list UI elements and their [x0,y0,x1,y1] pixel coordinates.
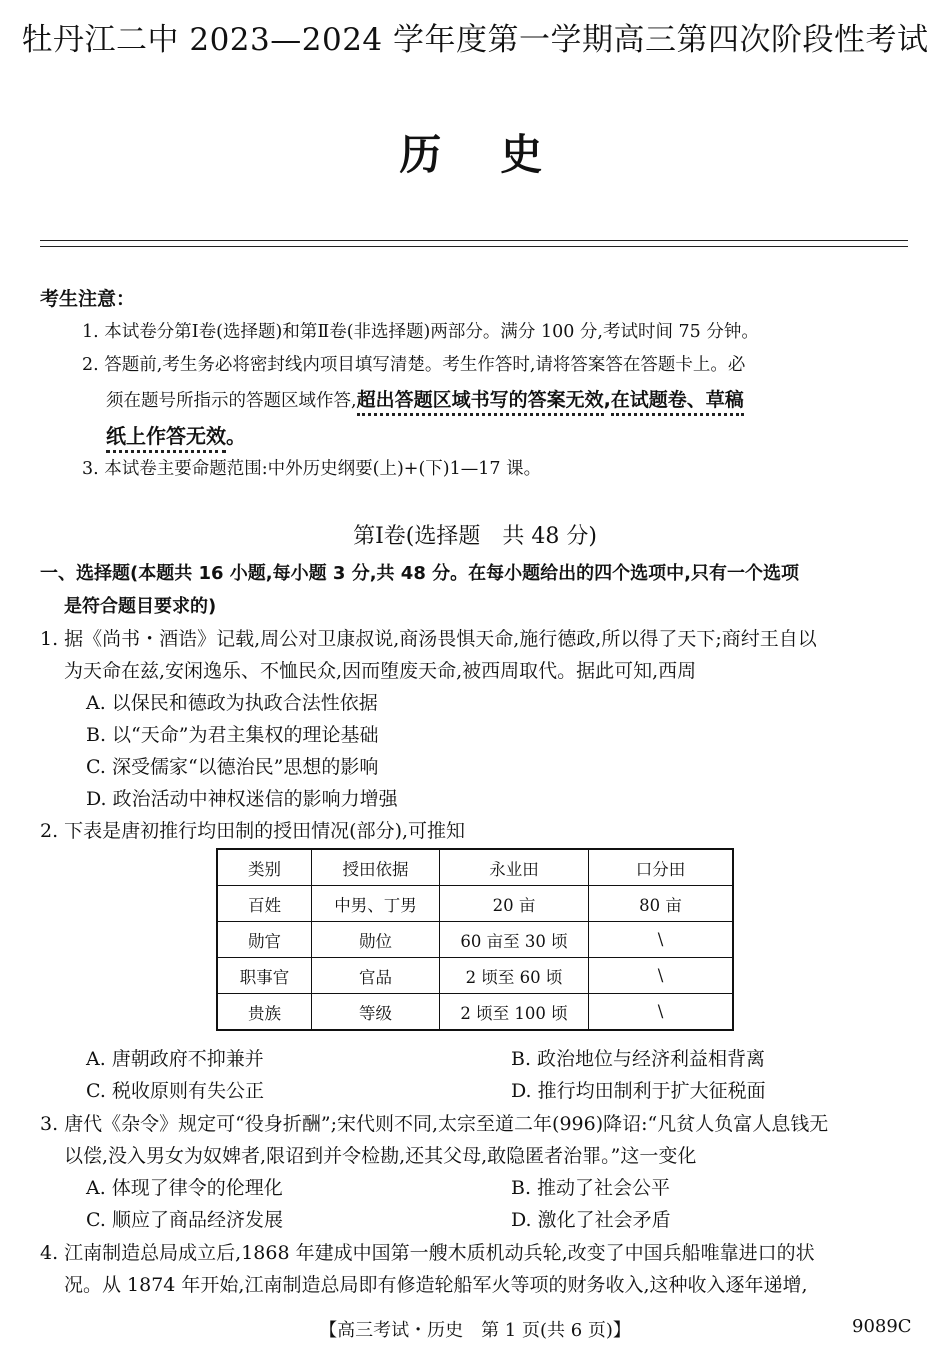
q1-option-d: D. 政治活动中神权迷信的影响力增强 [86,788,398,810]
q3-option-d: D. 激化了社会矛盾 [511,1209,671,1231]
table-row [217,922,733,958]
question-3-stem: 3. 唐代《杂令》规定可“役身折酬”;宋代则不同,太宗至道二年(996)降诏:“凡贫人负富人息钱无 [40,1113,829,1135]
period: 。 [226,424,246,448]
table-cell: 2 顷至 100 顷 [440,994,589,1031]
q2-option-c: C. 税收原则有失公正 [86,1080,264,1102]
table-cell: 60 亩至 30 顷 [440,922,589,958]
separator: , [603,389,611,411]
table-cell: 贵族 [217,994,312,1031]
table-cell: 20 亩 [440,886,589,922]
table-header: 授田依据 [312,849,440,886]
q2-option-a: A. 唐朝政府不抑兼并 [86,1048,264,1070]
q3-option-c: C. 顺应了商品经济发展 [86,1209,283,1231]
table-cell: 80 亩 [589,886,734,922]
table-cell: 官品 [312,958,440,994]
question-4-stem-cont: 况。从 1874 年开始,江南制造总局即有修造轮船军火等项的财务收入,这种收入逐年递增, [64,1274,808,1296]
q1-option-b: B. 以“天命”为君主集权的理论基础 [86,724,379,746]
land-grant-table [216,848,734,1031]
table-header: 口分田 [589,849,734,886]
notice-item-2-line1: 2. 答题前,考生务必将密封线内项目填写清楚。考生作答时,请将答案答在答题卡上。必 [82,355,746,375]
notice-plain-text: 须在题号所指示的答题区域作答, [106,391,357,411]
table-cell: 勋位 [312,922,440,958]
section-instructions-line2: 是符合题目要求的) [64,596,217,617]
table-cell: \ [589,994,734,1031]
table-header-row [217,849,733,886]
table-row [217,994,733,1031]
section-instructions-line1: 一、选择题(本题共 16 小题,每小题 3 分,共 48 分。在每小题给出的四个选项中,只有一个选项 [40,563,799,584]
notice-item-1: 1. 本试卷分第Ⅰ卷(选择题)和第Ⅱ卷(非选择题)两部分。满分 100 分,考试时间 75 分钟。 [82,322,759,342]
table-cell: \ [589,922,734,958]
section-title: 第Ⅰ卷(选择题 共 48 分) [353,524,597,549]
q1-option-c: C. 深受儒家“以德治民”思想的影响 [86,756,379,778]
q1-option-a: A. 以保民和德政为执政合法性依据 [86,692,378,714]
q3-option-a: A. 体现了律令的伦理化 [86,1177,283,1199]
subject-title: 历 史 [399,130,551,179]
table-cell: 2 顷至 60 顷 [440,958,589,994]
q2-option-d: D. 推行均田制利于扩大征税面 [511,1080,766,1102]
table-row [217,958,733,994]
emphasis-text: 纸上作答无效 [106,424,226,453]
question-2-stem: 2. 下表是唐初推行均田制的授田情况(部分),可推知 [40,820,466,842]
table-cell: \ [589,958,734,994]
notice-item-2-line3 [106,420,246,449]
question-3-stem-cont: 以偿,没入男女为奴婢者,限诏到并令检勘,还其父母,敢隐匿者治罪。”这一变化 [64,1145,697,1167]
table-row [217,886,733,922]
page-footer: 【高三考试・历史 第 1 页(共 6 页)】 [319,1320,631,1341]
question-1-stem-cont: 为天命在兹,安闲逸乐、不恤民众,因而堕废天命,被西周取代。据此可知,西周 [64,660,697,682]
table-cell: 等级 [312,994,440,1031]
table-cell: 中男、丁男 [312,886,440,922]
question-1-stem: 1. 据《尚书・酒诰》记载,周公对卫康叔说,商汤畏惧天命,施行德政,所以得了天下;商纣王自以 [40,628,817,650]
q3-option-b: B. 推动了社会公平 [511,1177,671,1199]
header-rule-thin [40,246,908,247]
notice-item-2-line2 [106,385,744,412]
table-cell: 百姓 [217,886,312,922]
table-cell: 职事官 [217,958,312,994]
question-4-stem: 4. 江南制造总局成立后,1868 年建成中国第一艘木质机动兵轮,改变了中国兵船唯靠进口的状 [40,1242,815,1264]
exam-title: 牡丹江二中 2023—2024 学年度第一学期高三第四次阶段性考试 [21,22,929,58]
paper-code: 9089C [852,1316,912,1337]
notice-item-3: 3. 本试卷主要命题范围:中外历史纲要(上)+(下)1—17 课。 [82,459,542,479]
notice-heading: 考生注意： [40,288,136,310]
table-header: 永业田 [440,849,589,886]
table-cell: 勋官 [217,922,312,958]
header-rule [40,240,908,241]
table-header: 类别 [217,849,312,886]
emphasis-text: 在试题卷、草稿 [611,389,744,416]
q2-option-b: B. 政治地位与经济利益相背离 [511,1048,766,1070]
emphasis-text: 超出答题区域书写的答案无效 [357,389,604,416]
